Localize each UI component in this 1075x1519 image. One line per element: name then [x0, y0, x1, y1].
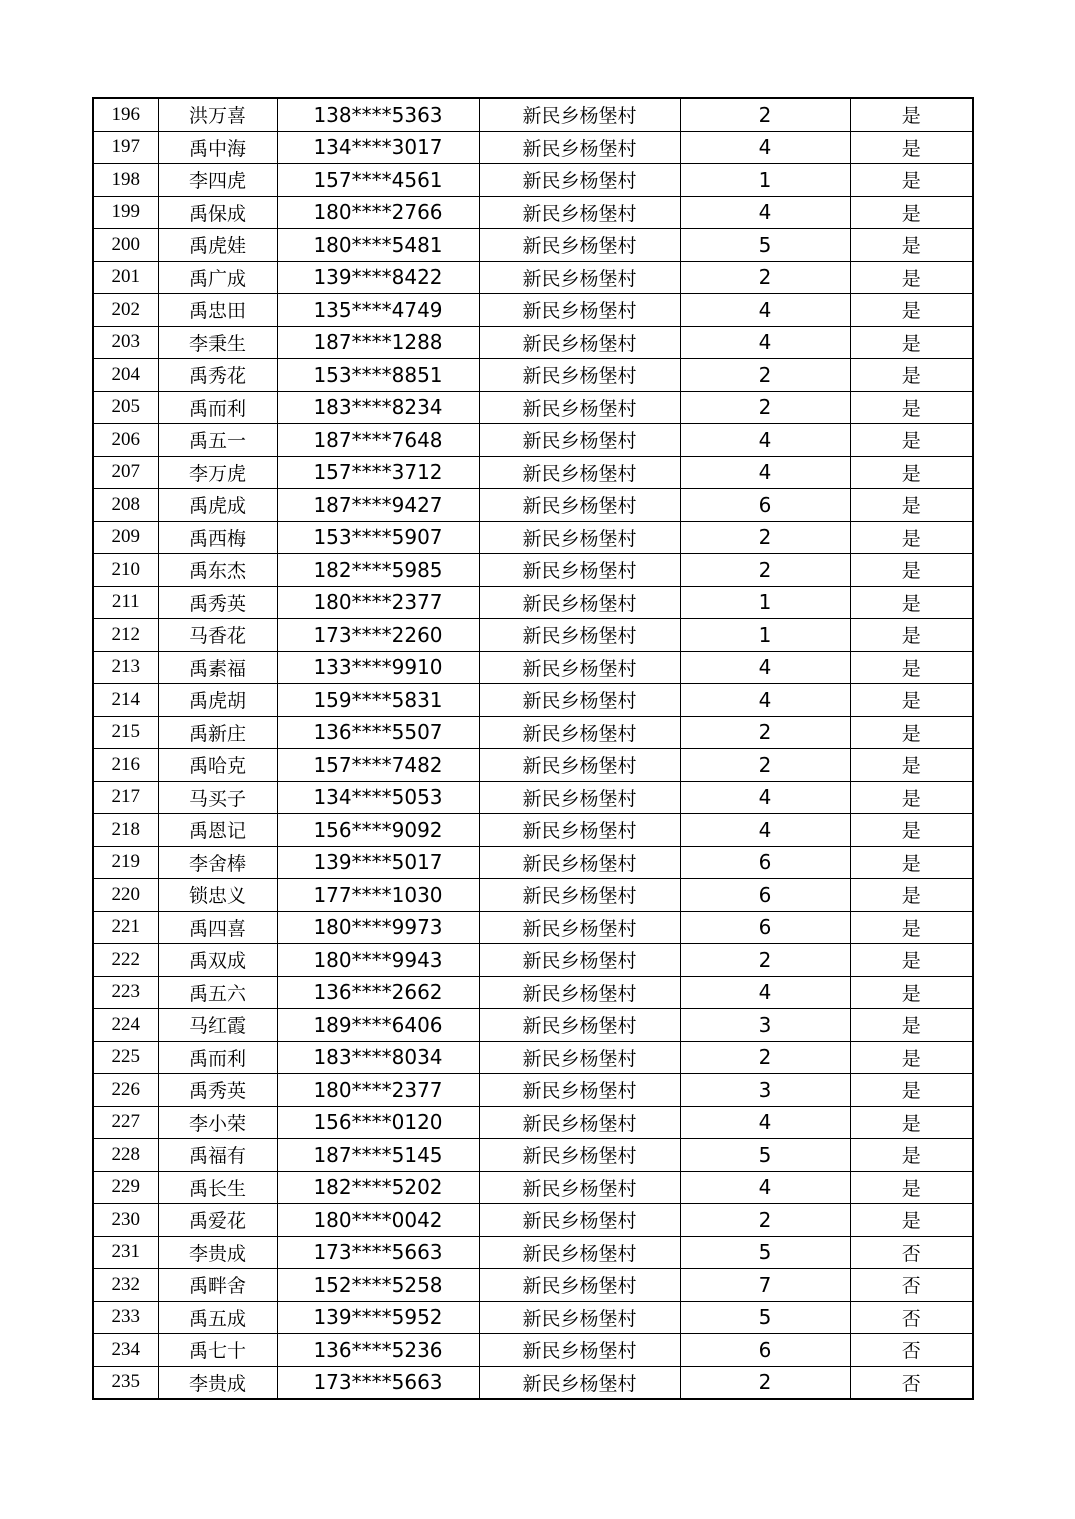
row-number-cell: 206 [93, 424, 158, 457]
village-cell: 新民乡杨堡村 [479, 1204, 680, 1237]
name-cell: 禹五成 [158, 1301, 277, 1334]
row-number-cell: 229 [93, 1171, 158, 1204]
table-row [93, 1204, 973, 1237]
flag-cell: 是 [850, 521, 973, 554]
name-cell: 禹四喜 [158, 911, 277, 944]
name-cell: 马红霞 [158, 1009, 277, 1042]
count-cell: 4 [680, 1106, 850, 1139]
row-number-cell: 197 [93, 131, 158, 164]
phone-cell: 180****9973 [277, 911, 479, 944]
row-number-cell: 196 [93, 98, 158, 131]
table-row [93, 814, 973, 847]
village-cell: 新民乡杨堡村 [479, 196, 680, 229]
name-cell: 禹东杰 [158, 554, 277, 587]
flag-cell: 是 [850, 684, 973, 717]
village-cell: 新民乡杨堡村 [479, 164, 680, 197]
row-number-cell: 220 [93, 879, 158, 912]
table-row [93, 1106, 973, 1139]
village-cell: 新民乡杨堡村 [479, 911, 680, 944]
row-number-cell: 224 [93, 1009, 158, 1042]
village-cell: 新民乡杨堡村 [479, 554, 680, 587]
phone-cell: 187****9427 [277, 489, 479, 522]
flag-cell: 是 [850, 489, 973, 522]
phone-cell: 159****5831 [277, 684, 479, 717]
village-cell: 新民乡杨堡村 [479, 1041, 680, 1074]
flag-cell: 是 [850, 294, 973, 327]
village-cell: 新民乡杨堡村 [479, 781, 680, 814]
count-cell: 7 [680, 1269, 850, 1302]
phone-cell: 173****5663 [277, 1236, 479, 1269]
village-cell: 新民乡杨堡村 [479, 1106, 680, 1139]
name-cell: 禹虎胡 [158, 684, 277, 717]
count-cell: 4 [680, 976, 850, 1009]
row-number-cell: 221 [93, 911, 158, 944]
table-row [93, 391, 973, 424]
flag-cell: 是 [850, 1139, 973, 1172]
row-number-cell: 219 [93, 846, 158, 879]
count-cell: 4 [680, 196, 850, 229]
name-cell: 禹哈克 [158, 749, 277, 782]
count-cell: 4 [680, 684, 850, 717]
table-row [93, 749, 973, 782]
flag-cell: 是 [850, 911, 973, 944]
row-number-cell: 202 [93, 294, 158, 327]
roster-table [92, 97, 974, 1400]
flag-cell: 是 [850, 879, 973, 912]
count-cell: 4 [680, 424, 850, 457]
table-row [93, 424, 973, 457]
phone-cell: 182****5202 [277, 1171, 479, 1204]
count-cell: 6 [680, 489, 850, 522]
phone-cell: 133****9910 [277, 651, 479, 684]
count-cell: 2 [680, 749, 850, 782]
row-number-cell: 199 [93, 196, 158, 229]
count-cell: 2 [680, 1041, 850, 1074]
count-cell: 3 [680, 1074, 850, 1107]
name-cell: 禹长生 [158, 1171, 277, 1204]
table-row [93, 1009, 973, 1042]
flag-cell: 是 [850, 164, 973, 197]
phone-cell: 180****5481 [277, 229, 479, 262]
village-cell: 新民乡杨堡村 [479, 651, 680, 684]
row-number-cell: 209 [93, 521, 158, 554]
name-cell: 禹而利 [158, 1041, 277, 1074]
table-row [93, 521, 973, 554]
count-cell: 2 [680, 359, 850, 392]
phone-cell: 153****8851 [277, 359, 479, 392]
phone-cell: 136****2662 [277, 976, 479, 1009]
village-cell: 新民乡杨堡村 [479, 521, 680, 554]
village-cell: 新民乡杨堡村 [479, 944, 680, 977]
name-cell: 禹而利 [158, 391, 277, 424]
table-row [93, 619, 973, 652]
table-row [93, 98, 973, 131]
row-number-cell: 205 [93, 391, 158, 424]
phone-cell: 157****4561 [277, 164, 479, 197]
phone-cell: 180****2377 [277, 1074, 479, 1107]
count-cell: 3 [680, 1009, 850, 1042]
name-cell: 洪万喜 [158, 98, 277, 131]
row-number-cell: 217 [93, 781, 158, 814]
village-cell: 新民乡杨堡村 [479, 1171, 680, 1204]
count-cell: 2 [680, 944, 850, 977]
row-number-cell: 216 [93, 749, 158, 782]
name-cell: 锁忠义 [158, 879, 277, 912]
table-row [93, 1074, 973, 1107]
row-number-cell: 225 [93, 1041, 158, 1074]
flag-cell: 是 [850, 1041, 973, 1074]
count-cell: 2 [680, 1366, 850, 1399]
phone-cell: 139****5017 [277, 846, 479, 879]
table-row [93, 586, 973, 619]
village-cell: 新民乡杨堡村 [479, 1269, 680, 1302]
row-number-cell: 231 [93, 1236, 158, 1269]
name-cell: 禹双成 [158, 944, 277, 977]
phone-cell: 182****5985 [277, 554, 479, 587]
phone-cell: 156****9092 [277, 814, 479, 847]
name-cell: 禹保成 [158, 196, 277, 229]
table-row [93, 684, 973, 717]
flag-cell: 否 [850, 1366, 973, 1399]
flag-cell: 是 [850, 1171, 973, 1204]
table-row [93, 1041, 973, 1074]
table-row [93, 716, 973, 749]
flag-cell: 是 [850, 814, 973, 847]
row-number-cell: 223 [93, 976, 158, 1009]
table-row [93, 489, 973, 522]
flag-cell: 是 [850, 98, 973, 131]
phone-cell: 134****5053 [277, 781, 479, 814]
count-cell: 5 [680, 229, 850, 262]
phone-cell: 183****8034 [277, 1041, 479, 1074]
row-number-cell: 214 [93, 684, 158, 717]
village-cell: 新民乡杨堡村 [479, 391, 680, 424]
name-cell: 马香花 [158, 619, 277, 652]
name-cell: 禹畔舍 [158, 1269, 277, 1302]
phone-cell: 173****2260 [277, 619, 479, 652]
table-row [93, 261, 973, 294]
name-cell: 禹素福 [158, 651, 277, 684]
name-cell: 李秉生 [158, 326, 277, 359]
phone-cell: 180****2766 [277, 196, 479, 229]
count-cell: 2 [680, 521, 850, 554]
name-cell: 李四虎 [158, 164, 277, 197]
phone-cell: 152****5258 [277, 1269, 479, 1302]
flag-cell: 是 [850, 229, 973, 262]
count-cell: 4 [680, 814, 850, 847]
name-cell: 李万虎 [158, 456, 277, 489]
village-cell: 新民乡杨堡村 [479, 1074, 680, 1107]
count-cell: 6 [680, 1334, 850, 1367]
phone-cell: 157****7482 [277, 749, 479, 782]
phone-cell: 189****6406 [277, 1009, 479, 1042]
phone-cell: 180****9943 [277, 944, 479, 977]
table-row [93, 1269, 973, 1302]
village-cell: 新民乡杨堡村 [479, 1366, 680, 1399]
row-number-cell: 210 [93, 554, 158, 587]
table-row [93, 879, 973, 912]
village-cell: 新民乡杨堡村 [479, 261, 680, 294]
village-cell: 新民乡杨堡村 [479, 326, 680, 359]
phone-cell: 187****1288 [277, 326, 479, 359]
phone-cell: 177****1030 [277, 879, 479, 912]
phone-cell: 157****3712 [277, 456, 479, 489]
flag-cell: 是 [850, 1009, 973, 1042]
village-cell: 新民乡杨堡村 [479, 1236, 680, 1269]
name-cell: 禹忠田 [158, 294, 277, 327]
count-cell: 4 [680, 131, 850, 164]
count-cell: 6 [680, 846, 850, 879]
count-cell: 2 [680, 554, 850, 587]
flag-cell: 否 [850, 1334, 973, 1367]
flag-cell: 是 [850, 131, 973, 164]
table-row [93, 781, 973, 814]
table-row [93, 294, 973, 327]
count-cell: 1 [680, 586, 850, 619]
village-cell: 新民乡杨堡村 [479, 294, 680, 327]
row-number-cell: 213 [93, 651, 158, 684]
count-cell: 2 [680, 716, 850, 749]
table-row [93, 359, 973, 392]
row-number-cell: 226 [93, 1074, 158, 1107]
village-cell: 新民乡杨堡村 [479, 586, 680, 619]
name-cell: 禹五六 [158, 976, 277, 1009]
name-cell: 禹虎成 [158, 489, 277, 522]
phone-cell: 139****5952 [277, 1301, 479, 1334]
phone-cell: 183****8234 [277, 391, 479, 424]
table-row [93, 1366, 973, 1399]
village-cell: 新民乡杨堡村 [479, 424, 680, 457]
village-cell: 新民乡杨堡村 [479, 1139, 680, 1172]
count-cell: 5 [680, 1139, 850, 1172]
flag-cell: 是 [850, 554, 973, 587]
flag-cell: 是 [850, 391, 973, 424]
phone-cell: 180****0042 [277, 1204, 479, 1237]
count-cell: 2 [680, 1204, 850, 1237]
phone-cell: 173****5663 [277, 1366, 479, 1399]
row-number-cell: 211 [93, 586, 158, 619]
name-cell: 禹五一 [158, 424, 277, 457]
row-number-cell: 208 [93, 489, 158, 522]
row-number-cell: 207 [93, 456, 158, 489]
count-cell: 1 [680, 619, 850, 652]
flag-cell: 是 [850, 651, 973, 684]
name-cell: 禹西梅 [158, 521, 277, 554]
row-number-cell: 232 [93, 1269, 158, 1302]
flag-cell: 是 [850, 1204, 973, 1237]
village-cell: 新民乡杨堡村 [479, 716, 680, 749]
table-row [93, 976, 973, 1009]
name-cell: 禹广成 [158, 261, 277, 294]
village-cell: 新民乡杨堡村 [479, 131, 680, 164]
row-number-cell: 212 [93, 619, 158, 652]
flag-cell: 是 [850, 716, 973, 749]
count-cell: 4 [680, 294, 850, 327]
table-row [93, 456, 973, 489]
count-cell: 6 [680, 879, 850, 912]
phone-cell: 136****5507 [277, 716, 479, 749]
village-cell: 新民乡杨堡村 [479, 489, 680, 522]
row-number-cell: 230 [93, 1204, 158, 1237]
name-cell: 禹秀花 [158, 359, 277, 392]
name-cell: 李舍棒 [158, 846, 277, 879]
flag-cell: 是 [850, 424, 973, 457]
table-row [93, 131, 973, 164]
count-cell: 5 [680, 1236, 850, 1269]
village-cell: 新民乡杨堡村 [479, 619, 680, 652]
row-number-cell: 204 [93, 359, 158, 392]
phone-cell: 139****8422 [277, 261, 479, 294]
village-cell: 新民乡杨堡村 [479, 1009, 680, 1042]
flag-cell: 是 [850, 261, 973, 294]
name-cell: 李贵成 [158, 1236, 277, 1269]
name-cell: 禹七十 [158, 1334, 277, 1367]
count-cell: 2 [680, 391, 850, 424]
name-cell: 禹爱花 [158, 1204, 277, 1237]
table-row [93, 326, 973, 359]
village-cell: 新民乡杨堡村 [479, 1301, 680, 1334]
roster-table-body [93, 98, 973, 1399]
row-number-cell: 235 [93, 1366, 158, 1399]
table-row [93, 1334, 973, 1367]
count-cell: 5 [680, 1301, 850, 1334]
name-cell: 禹中海 [158, 131, 277, 164]
flag-cell: 是 [850, 326, 973, 359]
table-row [93, 554, 973, 587]
phone-cell: 138****5363 [277, 98, 479, 131]
row-number-cell: 200 [93, 229, 158, 262]
count-cell: 4 [680, 781, 850, 814]
village-cell: 新民乡杨堡村 [479, 976, 680, 1009]
flag-cell: 是 [850, 781, 973, 814]
name-cell: 禹福有 [158, 1139, 277, 1172]
row-number-cell: 233 [93, 1301, 158, 1334]
name-cell: 禹秀英 [158, 1074, 277, 1107]
village-cell: 新民乡杨堡村 [479, 229, 680, 262]
row-number-cell: 215 [93, 716, 158, 749]
flag-cell: 是 [850, 196, 973, 229]
flag-cell: 是 [850, 1074, 973, 1107]
flag-cell: 否 [850, 1269, 973, 1302]
count-cell: 4 [680, 1171, 850, 1204]
phone-cell: 135****4749 [277, 294, 479, 327]
row-number-cell: 227 [93, 1106, 158, 1139]
count-cell: 2 [680, 261, 850, 294]
table-row [93, 911, 973, 944]
flag-cell: 是 [850, 976, 973, 1009]
count-cell: 4 [680, 456, 850, 489]
table-row [93, 1236, 973, 1269]
row-number-cell: 222 [93, 944, 158, 977]
phone-cell: 156****0120 [277, 1106, 479, 1139]
count-cell: 1 [680, 164, 850, 197]
table-row [93, 1139, 973, 1172]
flag-cell: 是 [850, 456, 973, 489]
row-number-cell: 228 [93, 1139, 158, 1172]
flag-cell: 否 [850, 1301, 973, 1334]
phone-cell: 187****7648 [277, 424, 479, 457]
flag-cell: 否 [850, 1236, 973, 1269]
village-cell: 新民乡杨堡村 [479, 98, 680, 131]
phone-cell: 153****5907 [277, 521, 479, 554]
name-cell: 李小荣 [158, 1106, 277, 1139]
name-cell: 马买子 [158, 781, 277, 814]
count-cell: 2 [680, 98, 850, 131]
flag-cell: 是 [850, 359, 973, 392]
name-cell: 禹秀英 [158, 586, 277, 619]
phone-cell: 136****5236 [277, 1334, 479, 1367]
table-row [93, 164, 973, 197]
phone-cell: 187****5145 [277, 1139, 479, 1172]
village-cell: 新民乡杨堡村 [479, 879, 680, 912]
village-cell: 新民乡杨堡村 [479, 814, 680, 847]
flag-cell: 是 [850, 1106, 973, 1139]
table-row [93, 1171, 973, 1204]
name-cell: 禹恩记 [158, 814, 277, 847]
table-row [93, 1301, 973, 1334]
village-cell: 新民乡杨堡村 [479, 456, 680, 489]
table-row [93, 651, 973, 684]
flag-cell: 是 [850, 586, 973, 619]
name-cell: 禹虎娃 [158, 229, 277, 262]
table-row [93, 846, 973, 879]
flag-cell: 是 [850, 749, 973, 782]
table-row [93, 229, 973, 262]
phone-cell: 180****2377 [277, 586, 479, 619]
flag-cell: 是 [850, 944, 973, 977]
row-number-cell: 218 [93, 814, 158, 847]
flag-cell: 是 [850, 619, 973, 652]
village-cell: 新民乡杨堡村 [479, 359, 680, 392]
row-number-cell: 198 [93, 164, 158, 197]
village-cell: 新民乡杨堡村 [479, 684, 680, 717]
name-cell: 禹新庄 [158, 716, 277, 749]
count-cell: 4 [680, 651, 850, 684]
village-cell: 新民乡杨堡村 [479, 749, 680, 782]
name-cell: 李贵成 [158, 1366, 277, 1399]
row-number-cell: 234 [93, 1334, 158, 1367]
village-cell: 新民乡杨堡村 [479, 1334, 680, 1367]
row-number-cell: 201 [93, 261, 158, 294]
row-number-cell: 203 [93, 326, 158, 359]
count-cell: 6 [680, 911, 850, 944]
phone-cell: 134****3017 [277, 131, 479, 164]
flag-cell: 是 [850, 846, 973, 879]
table-row [93, 944, 973, 977]
village-cell: 新民乡杨堡村 [479, 846, 680, 879]
table-row [93, 196, 973, 229]
count-cell: 4 [680, 326, 850, 359]
